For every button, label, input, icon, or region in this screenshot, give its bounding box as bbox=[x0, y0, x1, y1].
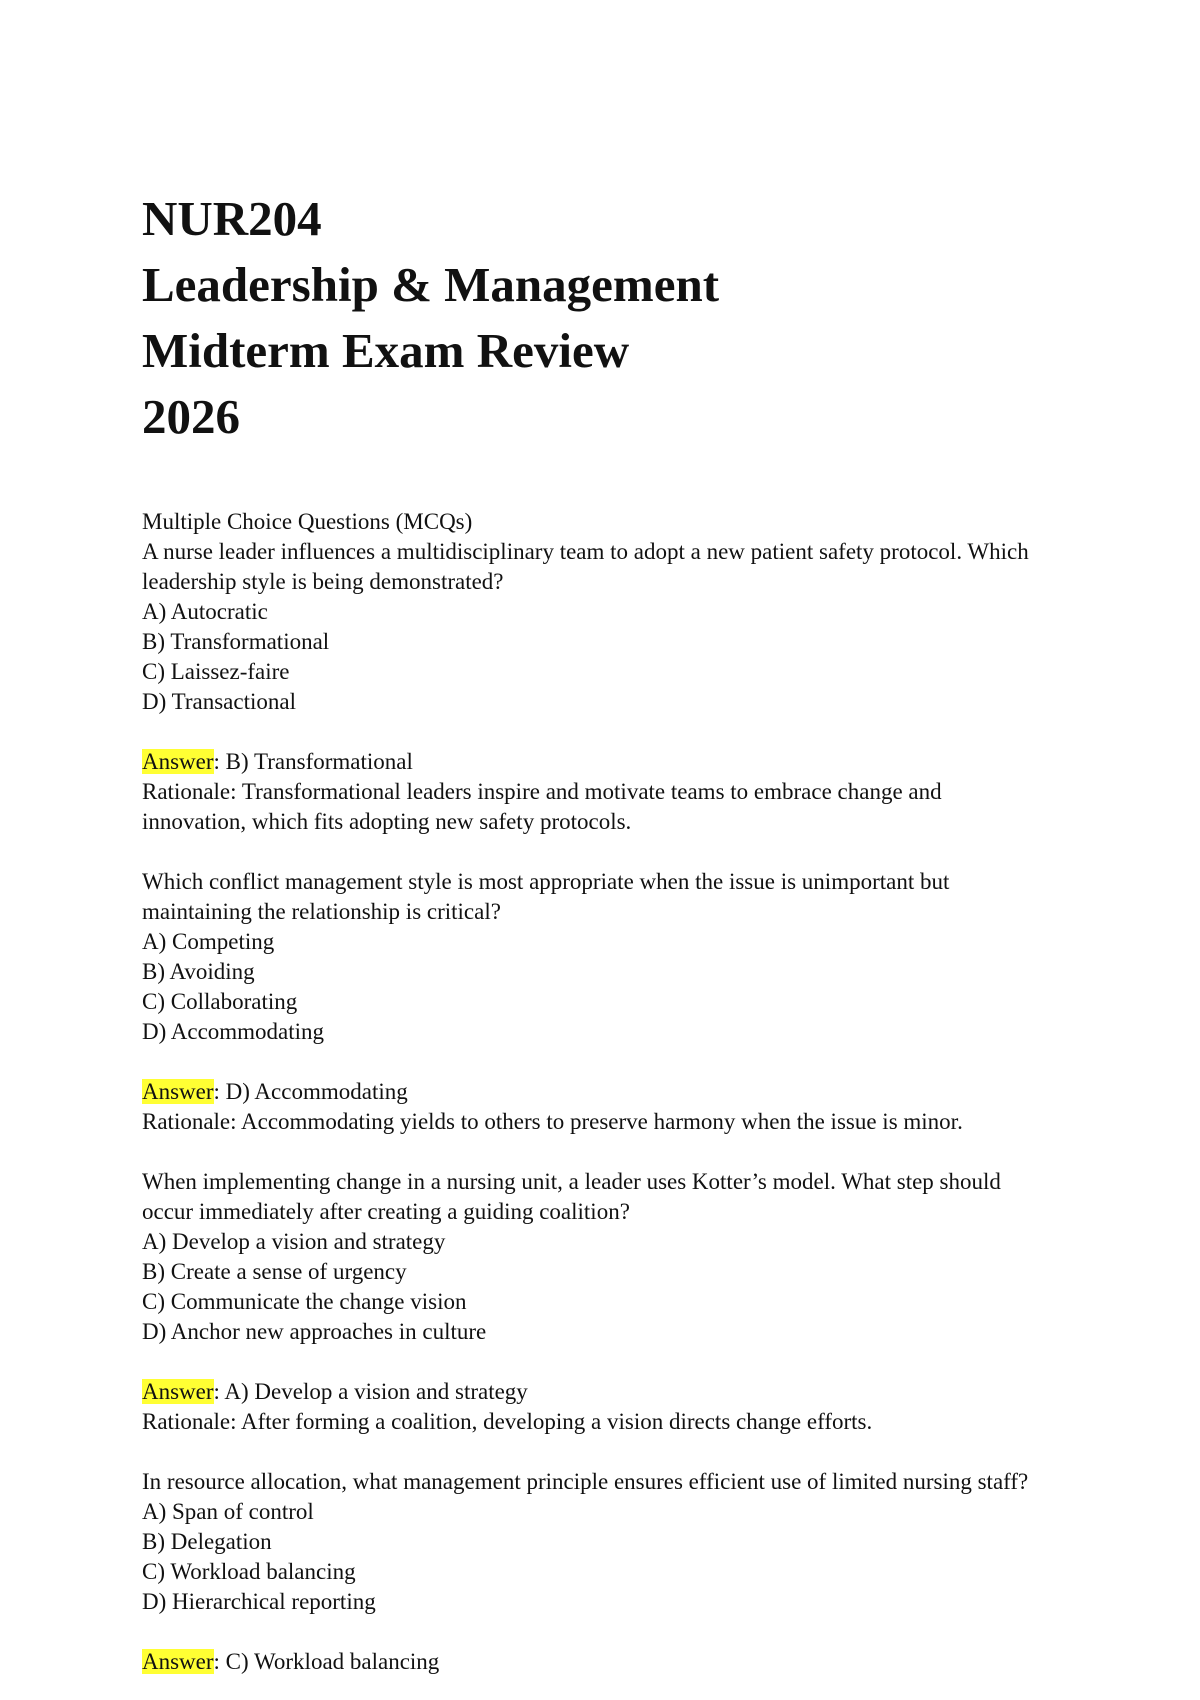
paragraph-spacer bbox=[142, 1347, 1072, 1377]
title-exam-name: Midterm Exam Review bbox=[142, 323, 630, 378]
question-text-line: leadership style is being demonstrated? bbox=[142, 569, 504, 594]
answer-option: C) Laissez-faire bbox=[142, 659, 290, 684]
answer-option: C) Communicate the change vision bbox=[142, 1289, 467, 1314]
rationale-line: innovation, which fits adopting new safety protocols. bbox=[142, 809, 632, 834]
document-body bbox=[142, 507, 1072, 1677]
answer-option: A) Competing bbox=[142, 929, 275, 954]
answer-option: D) Transactional bbox=[142, 689, 296, 714]
paragraph-spacer bbox=[142, 1617, 1072, 1647]
answer-value: : C) Workload balancing bbox=[213, 1649, 440, 1674]
question-text-line: occur immediately after creating a guiding coalition? bbox=[142, 1199, 630, 1224]
question-text-line: Which conflict management style is most appropriate when the issue is unimportant but bbox=[142, 869, 950, 894]
title-course-name: Leadership & Management bbox=[142, 257, 720, 312]
rationale-line: Rationale: After forming a coalition, developing a vision directs change efforts. bbox=[142, 1409, 873, 1434]
answer-line bbox=[142, 1077, 1072, 1107]
answer-option: A) Span of control bbox=[142, 1499, 314, 1524]
answer-option: B) Delegation bbox=[142, 1529, 272, 1554]
question-block bbox=[142, 1437, 1072, 1677]
answer-option: C) Collaborating bbox=[142, 989, 298, 1014]
question-list bbox=[142, 537, 1072, 1677]
paragraph-spacer bbox=[142, 1137, 1072, 1167]
answer-line bbox=[142, 1647, 1072, 1677]
answer-option: B) Transformational bbox=[142, 629, 330, 654]
question-block bbox=[142, 1137, 1072, 1437]
answer-value: : A) Develop a vision and strategy bbox=[213, 1379, 528, 1404]
answer-option: A) Autocratic bbox=[142, 599, 268, 624]
paragraph-spacer bbox=[142, 717, 1072, 747]
answer-option: D) Anchor new approaches in culture bbox=[142, 1319, 487, 1344]
question-block bbox=[142, 837, 1072, 1137]
answer-value: : D) Accommodating bbox=[213, 1079, 408, 1104]
question-text-line: A nurse leader influences a multidisciplinary team to adopt a new patient safety protocol. Which bbox=[142, 539, 1029, 564]
answer-option: B) Avoiding bbox=[142, 959, 255, 984]
rationale-line: Rationale: Transformational leaders inspire and motivate teams to embrace change and bbox=[142, 779, 942, 804]
question-text-line: When implementing change in a nursing unit, a leader uses Kotter’s model. What step should bbox=[142, 1169, 1001, 1194]
document-title bbox=[142, 186, 1072, 450]
answer-label-highlight: Answer bbox=[142, 749, 214, 774]
answer-label-highlight: Answer bbox=[142, 1379, 214, 1404]
answer-value: : B) Transformational bbox=[213, 749, 413, 774]
answer-option: C) Workload balancing bbox=[142, 1559, 356, 1584]
answer-label-highlight: Answer bbox=[142, 1649, 214, 1674]
question-block bbox=[142, 537, 1072, 837]
answer-option: A) Develop a vision and strategy bbox=[142, 1229, 446, 1254]
document-page bbox=[142, 186, 1072, 1677]
answer-line bbox=[142, 747, 1072, 777]
question-text-line: maintaining the relationship is critical? bbox=[142, 899, 501, 924]
title-year: 2026 bbox=[142, 389, 240, 444]
section-heading: Multiple Choice Questions (MCQs) bbox=[142, 509, 473, 534]
paragraph-spacer bbox=[142, 1437, 1072, 1467]
question-text-line: In resource allocation, what management principle ensures efficient use of limited nursing staff? bbox=[142, 1469, 1029, 1494]
answer-option: D) Accommodating bbox=[142, 1019, 325, 1044]
rationale-line: Rationale: Accommodating yields to others to preserve harmony when the issue is minor. bbox=[142, 1109, 963, 1134]
answer-option: B) Create a sense of urgency bbox=[142, 1259, 407, 1284]
title-course-code: NUR204 bbox=[142, 191, 322, 246]
answer-label-highlight: Answer bbox=[142, 1079, 214, 1104]
paragraph-spacer bbox=[142, 837, 1072, 867]
answer-line bbox=[142, 1377, 1072, 1407]
paragraph-spacer bbox=[142, 1047, 1072, 1077]
answer-option: D) Hierarchical reporting bbox=[142, 1589, 376, 1614]
